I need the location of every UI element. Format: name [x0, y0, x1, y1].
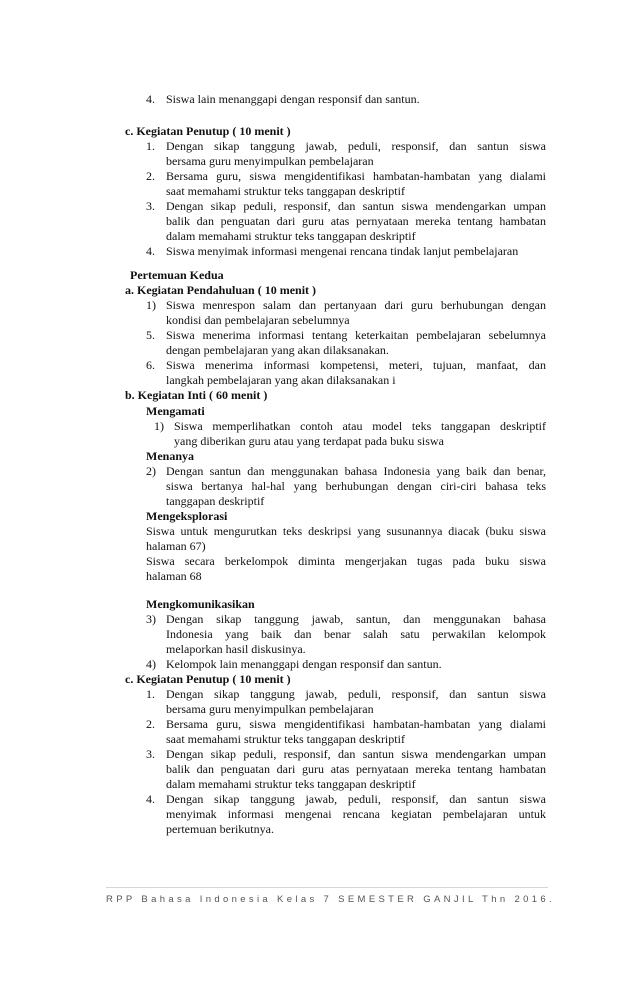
- list-text: yang diberikan guru atau yang terdapat pada buku siswa: [174, 434, 444, 448]
- list-text: Indonesia yang baik dan benar salah satu perwakilan kelompok: [166, 627, 546, 641]
- list-text: dalam memahami struktur teks tanggapan deskriptif: [166, 777, 416, 791]
- list-number: 3): [146, 612, 156, 626]
- list-text: Dengan sikap tanggung jawab, peduli, responsif, dan santun siswa: [166, 139, 546, 153]
- list-text: kondisi dan pembelajaran sebelumnya: [166, 313, 350, 327]
- paragraph-line: halaman 67): [146, 539, 206, 553]
- list-text: balik dan penguatan dari guru atas pernyataan mereka tentang hambatan: [166, 762, 546, 776]
- list-text: Siswa menyimak informasi mengenai rencana tindak lanjut pembelajaran: [166, 244, 519, 258]
- list-text: bersama guru menyimpulkan pembelajaran: [166, 154, 374, 168]
- ask-title: Menanya: [146, 449, 194, 463]
- list-text: Dengan santun dan menggunakan bahasa Indonesia yang baik dan benar,: [166, 464, 546, 478]
- p1-closing-heading: c. Kegiatan Penutup ( 10 menit ): [125, 124, 291, 138]
- list-number: 2.: [146, 717, 155, 731]
- list-number: 2.: [146, 169, 155, 183]
- observe-title: Mengamati: [146, 404, 205, 418]
- list-text: menyimak informasi mengenai rencana kegiatan pembelajaran untuk: [166, 807, 546, 821]
- list-text: Bersama guru, siswa mengidentifikasi hambatan-hambatan yang dialami: [166, 169, 546, 183]
- list-text: melaporkan hasil diskusinya.: [166, 642, 306, 656]
- list-number: 3.: [146, 747, 155, 761]
- list-text: Siswa menerima informasi tentang keterkaitan pembelajaran sebelumnya: [166, 328, 546, 342]
- list-text: pertemuan berikutnya.: [166, 822, 274, 836]
- list-number: 4.: [146, 244, 155, 258]
- list-number: 1.: [146, 139, 155, 153]
- closing-heading: c. Kegiatan Penutup ( 10 menit ): [125, 672, 291, 686]
- list-text: Dengan sikap tanggung jawab, peduli, responsif, dan santun siswa: [166, 792, 546, 806]
- list-text: saat memahami struktur teks tanggapan deskriptif: [166, 732, 405, 746]
- footer-divider: [106, 887, 548, 888]
- communicate-title: Mengkomunikasikan: [146, 597, 255, 611]
- list-text: bersama guru menyimpulkan pembelajaran: [166, 702, 374, 716]
- list-number: 4): [146, 657, 156, 671]
- list-text: Dengan sikap peduli, responsif, dan santun siswa mendengarkan umpan: [166, 747, 546, 761]
- list-text: Siswa lain menanggapi dengan responsif dan santun.: [166, 92, 420, 106]
- list-text: Dengan sikap tanggung jawab, peduli, responsif, dan santun siswa: [166, 687, 546, 701]
- list-number: 6.: [146, 358, 155, 372]
- paragraph-line: Siswa untuk mengurutkan teks deskripsi yang susunannya diacak (buku siswa: [146, 524, 546, 538]
- list-text: siswa bertanya hal-hal yang berhubungan dengan ciri-ciri bahasa teks: [166, 479, 546, 493]
- list-text: tanggapan deskriptif: [166, 494, 265, 508]
- paragraph-line: Siswa secara berkelompok diminta mengerjakan tugas pada buku siswa: [146, 554, 546, 568]
- list-text: Siswa memperlihatkan contoh atau model teks tanggapan deskriptif: [174, 419, 546, 433]
- list-number: 3.: [146, 199, 155, 213]
- list-number: 1): [146, 298, 156, 312]
- list-text: saat memahami struktur teks tanggapan deskriptif: [166, 184, 405, 198]
- list-number: 5.: [146, 328, 155, 342]
- list-text: Bersama guru, siswa mengidentifikasi hambatan-hambatan yang dialami: [166, 717, 546, 731]
- list-number: 1.: [146, 687, 155, 701]
- list-text: dengan pembelajaran yang akan dilaksanakan.: [166, 343, 389, 357]
- list-number: 2): [146, 464, 156, 478]
- list-text: Dengan sikap tanggung jawab, santun, dan menggunakan bahasa: [166, 612, 546, 626]
- meeting2-title: Pertemuan Kedua: [130, 268, 224, 282]
- intro-heading: a. Kegiatan Pendahuluan ( 10 menit ): [125, 283, 317, 297]
- list-number: 4.: [146, 92, 155, 106]
- list-text: Siswa menerima informasi kompetensi, meteri, tujuan, manfaat, dan: [166, 358, 546, 372]
- list-number: 4.: [146, 792, 155, 806]
- paragraph-line: halaman 68: [146, 569, 202, 583]
- list-text: balik dan penguatan dari guru atas pernyataan mereka tentang hambatan: [166, 214, 546, 228]
- list-text: Siswa menrespon salam dan pertanyaan dari guru berhubungan dengan: [166, 298, 546, 312]
- core-heading: b. Kegiatan Inti ( 60 menit ): [125, 388, 268, 402]
- list-text: Kelompok lain menanggapi dengan responsif dan santun.: [166, 657, 442, 671]
- page-footer: RPP Bahasa Indonesia Kelas 7 SEMESTER GANJIL Thn 2016.: [106, 894, 555, 905]
- explore-title: Mengeksplorasi: [146, 509, 228, 523]
- list-text: dalam memahami struktur teks tanggapan deskriptif: [166, 229, 416, 243]
- list-text: langkah pembelajaran yang akan dilaksanakan i: [166, 373, 396, 387]
- list-number: 1): [154, 419, 164, 433]
- list-text: Dengan sikap peduli, responsif, dan santun siswa mendengarkan umpan: [166, 199, 546, 213]
